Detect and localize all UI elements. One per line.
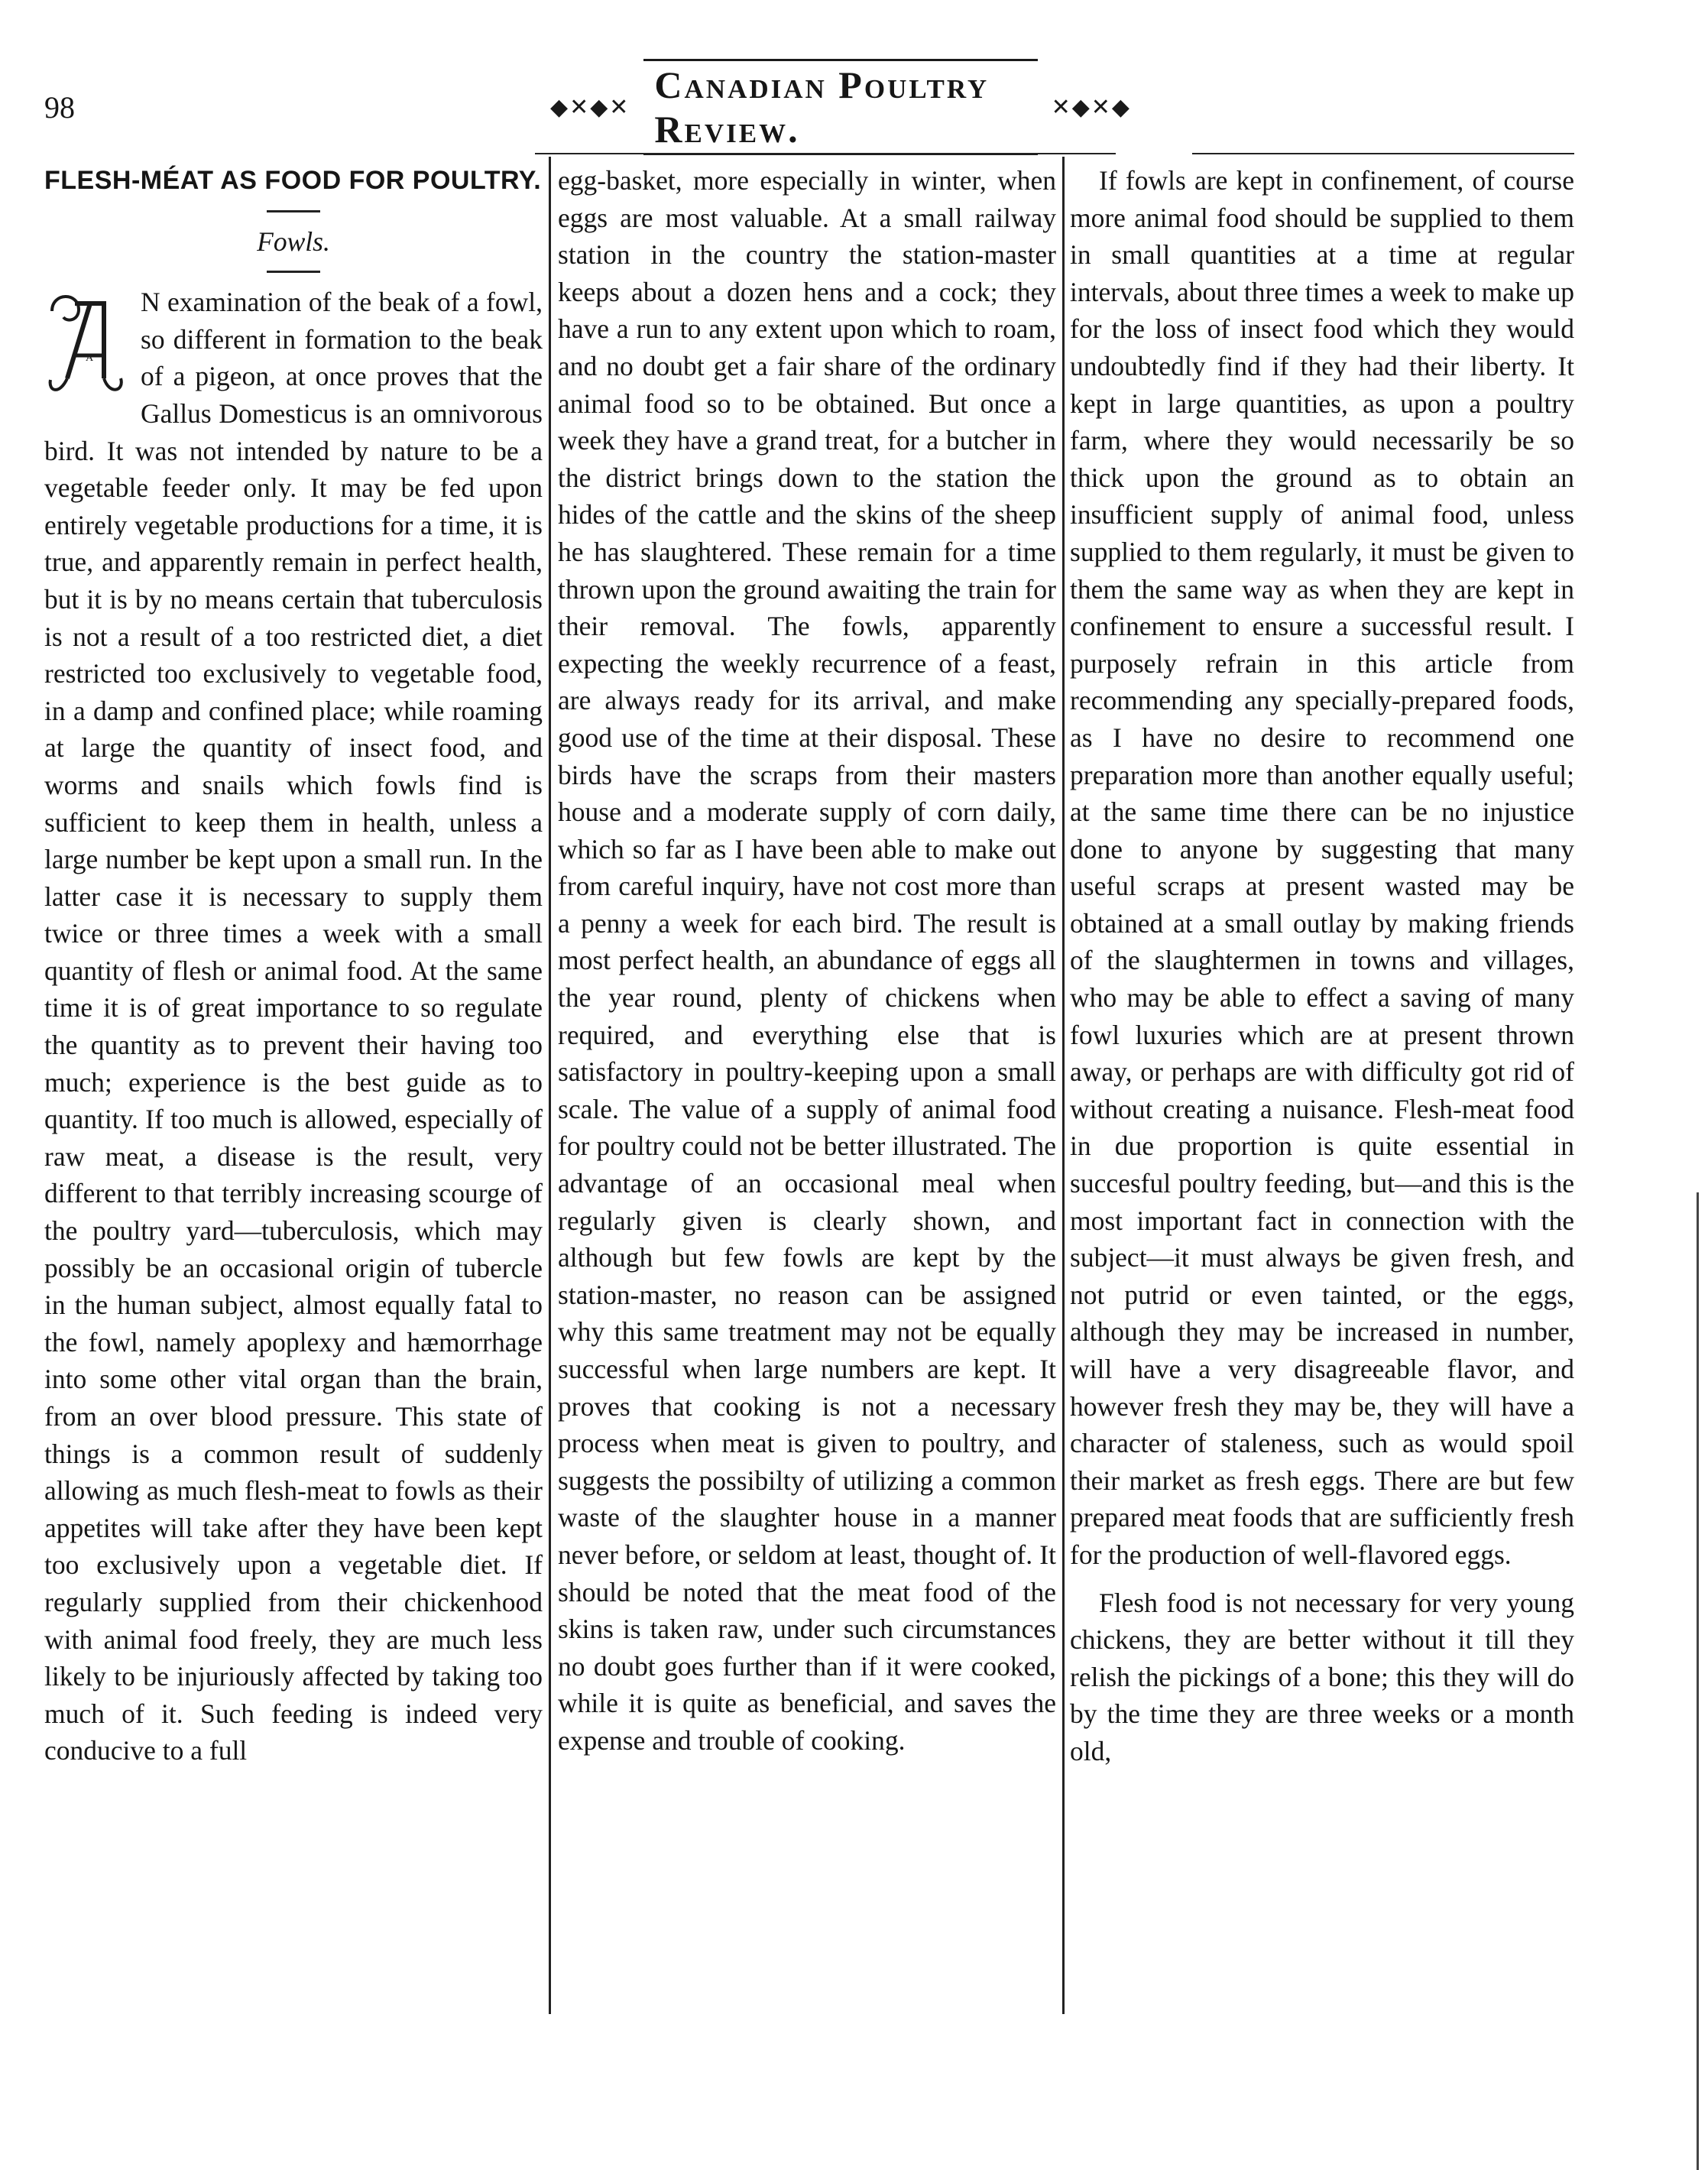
ornament-left-icon: ◆✕◆✕ (550, 94, 630, 120)
article-title: FLESH-MÉAT AS FOOD FOR POULTRY. (44, 166, 542, 195)
column-3 (1070, 162, 1574, 1770)
page-header (0, 63, 1708, 151)
page-edge-line (1697, 1192, 1699, 2170)
col3-paragraph-1: If fowls are kept in confinement, of course more animal food should be supplied to them in small quantities at a time at regular intervals, about three times a week to make up for the loss of insect food which they would undoubtedly find if they had their liberty. It kept in large quantities, as upon a poultry farm, where they would necessarily be so thick upon the ground as to obtain an insufficient supply of animal food, unless supplied to them regularly, it must be given to them the same way as when they are kept in confinement to ensure a successful result. I purposely refrain in this article from recommending any specially-prepared foods, as I have no desire to recommend one preparation more than another equally useful; at the same time there can be no injustice done to anyone by suggesting that many useful scraps at present wasted may be obtained at a small outlay by making friends of the slaughtermen in towns and villages, who may be able to effect a saving of many fowl luxuries which are at present thrown away, or perhaps are with difficulty got rid of without creating a nuisance. Flesh-meat food in due proportion is quite essential in succesful poultry feeding, but—and this is the most important fact in connection with the subject—it must always be given fresh, and not putrid or even tainted, or the eggs, although they may be increased in number, will have a very disagreeable flavor, and however fresh they may be, they will have a character of staleness, such as would spoil their market as fresh eggs. There are but few prepared meat foods that are sufficiently fresh for the production of well-flavored eggs. (1070, 165, 1574, 1570)
col3-paragraph-2: Flesh food is not necessary for very young chickens, they are better without it till they relish the pickings of a bone; this they will do by the time they are three weeks or a month old, (1070, 1587, 1574, 1766)
header-rule-center (535, 153, 1116, 154)
column-2 (558, 162, 1056, 1760)
page-number: 98 (44, 90, 75, 125)
subtitle-rule (267, 271, 320, 273)
svg-text:A: A (86, 352, 94, 365)
column-1 (44, 162, 543, 1769)
title-rule (267, 210, 320, 212)
masthead-title: Canadian Poultry Review. (643, 59, 1037, 155)
ornament-right-icon: ✕◆✕◆ (1051, 94, 1131, 120)
column-divider-2 (1062, 157, 1065, 2014)
col1-paragraph: N examination of the beak of a fowl, so different in formation to the beak of a pigeon, at once proves that the Gallus Domesticus is an omnivorous bird. It was not intended by nature to be a vegetable feeder only. It may be fed upon entirely vegetable productions for a time, it is true, and apparently remain in perfect health, but it is by no means certain that tuberculosis is not a result of a too restricted diet, a diet restricted too exclusively to vegetable food, in a damp and confined place; while roaming at large the quantity of insect food, and worms and snails which fowls find is sufficient to keep them in health, unless a large number be kept upon a small run. In the latter case it is necessary to supply them twice or three times a week with a small quantity of flesh or animal food. At the same time it is of great importance to so regulate the quantity as to prevent their having too much; experience is the best guide as to quantity. If too much is allowed, especially of raw meat, a disease is the result, very different to that terribly increasing scourge of the poultry yard—tuberculosis, which may possibly be an occasional origin of tubercle in the human subject, almost equally fatal to the fowl, namely apoplexy and hæmorrhage into some other vital organ than the brain, from an over blood pressure. This state of things is a common result of suddenly allowing as much flesh-meat to fowls as their appetites will take after they have been kept too exclusively upon a vegetable diet. If regularly supplied from their chickenhood with animal food freely, they are much less likely to be injuriously affected by taking too much of it. Such feeding is indeed very conducive to a full (44, 287, 543, 1766)
header-rule-right (1192, 153, 1574, 154)
col2-paragraph: egg-basket, more especially in winter, when eggs are most valuable. At a small railway station in the country the station-master keeps about a dozen hens and a cock; they have a run to any extent upon which to roam, and no doubt get a fair share of the ordinary animal food so to be obtained. But once a week they have a grand treat, for a butcher in the district brings down to the station the hides of the cattle and the skins of the sheep he has slaughtered. These remain for a time thrown upon the ground awaiting the train for their removal. The fowls, apparently expecting the weekly recurrence of a feast, are always ready for its arrival, and make good use of the time at their disposal. These birds have the scraps from their masters house and a moderate supply of corn daily, which so far as I have been able to make out from careful inquiry, have not cost more than a penny a week for each bird. The result is most perfect health, an abundance of eggs all the year round, plenty of chickens when required, and everything else that is satisfactory in poultry-keeping upon a small scale. The value of a supply of animal food for poultry could not be better illustrated. The advantage of an occasional meal when regularly given is clearly shown, and although but few fowls are kept by the station-master, no reason can be assigned why this same treatment may not be equally successful when large numbers are kept. It proves that cooking is not a necessary process when meat is given to poultry, and suggests the possibilty of utilizing a common waste of the slaughter house in a manner never before, or seldom at least, thought of. It should be noted that the meat food of the skins is taken raw, under such circumstances no doubt goes further than if it were cooked, while it is quite as beneficial, and saves the expense and trouble of cooking. (558, 165, 1056, 1756)
article-subtitle: Fowls. (257, 225, 330, 257)
masthead (550, 63, 1131, 151)
drop-cap-icon (44, 288, 130, 403)
column-divider-1 (549, 157, 551, 2014)
